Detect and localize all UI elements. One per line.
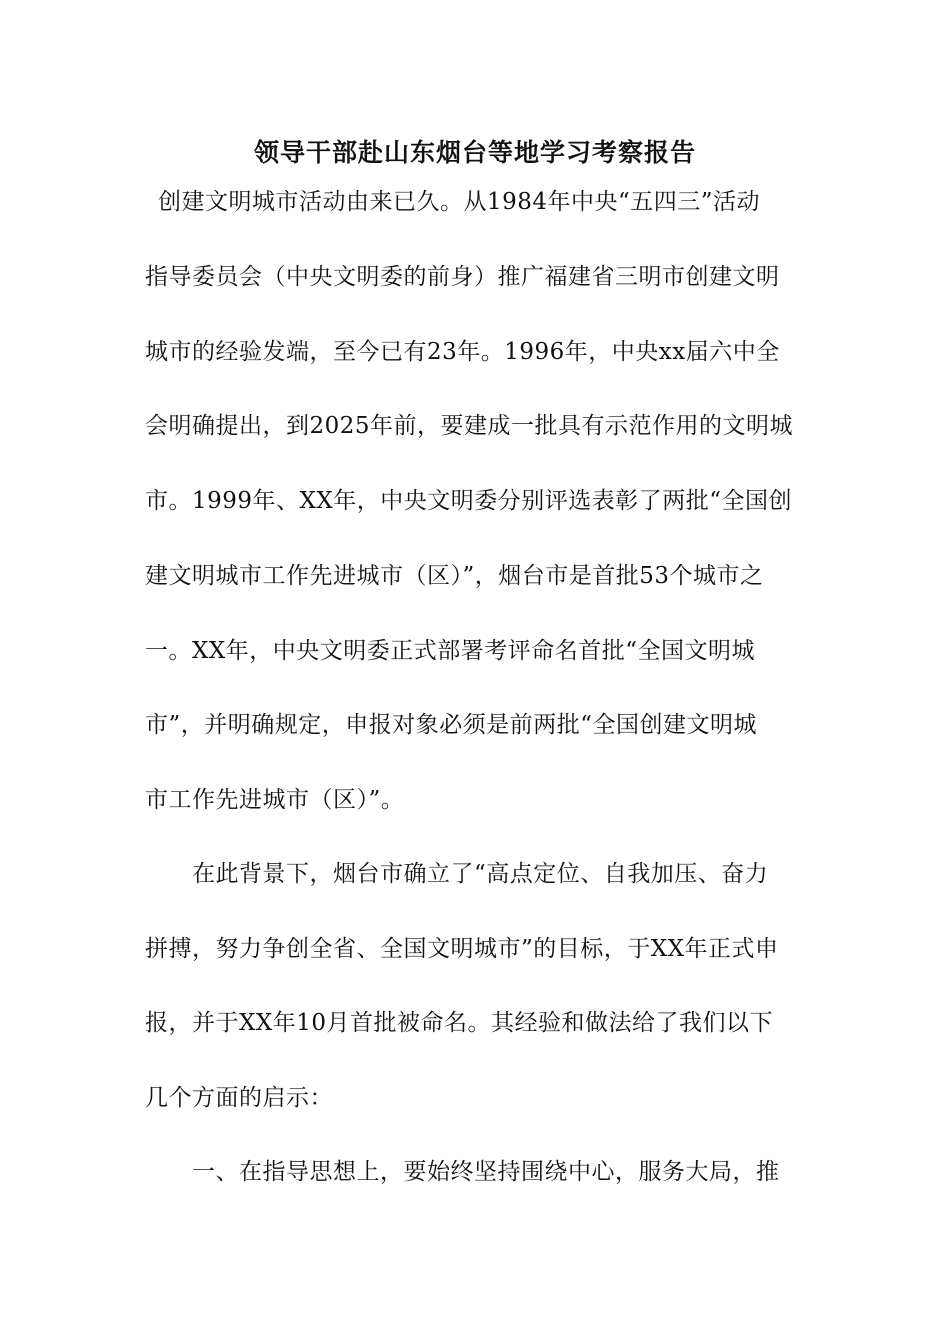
- text-line: 城市的经验发端，至今已有23年。1996年，中央xx届六中全: [145, 339, 780, 365]
- text-line: 一。XX年，中央文明委正式部署考评命名首批“全国文明城: [145, 638, 756, 664]
- text-line: 会明确提出，到2025年前，要建成一批具有示范作用的文明城: [145, 413, 794, 439]
- text-line: 拼搏，努力争创全省、全国文明城市”的目标，于XX年正式申: [145, 936, 779, 962]
- text-line: 报，并于XX年10月首批被命名。其经验和做法给了我们以下: [145, 1010, 774, 1036]
- text-line: 指导委员会（中央文明委的前身）推广福建省三明市创建文明: [145, 264, 780, 290]
- text-line: 创建文明城市活动由来已久。从1984年中央“五四三”活动: [158, 189, 761, 215]
- text-line: 市”，并明确规定，申报对象必须是前两批“全国创建文明城: [145, 712, 758, 738]
- text-line: 一、在指导思想上，要始终坚持围绕中心，服务大局，推: [192, 1159, 780, 1185]
- text-line: 建文明城市工作先进城市（区）”，烟台市是首批53个城市之: [145, 563, 764, 589]
- text-line: 市工作先进城市（区）”。: [145, 787, 405, 813]
- text-line: 在此背景下，烟台市确立了“高点定位、自我加压、奋力: [192, 861, 769, 887]
- text-line: 几个方面的启示：: [145, 1085, 333, 1111]
- document-title: 领导干部赴山东烟台等地学习考察报告: [253, 138, 696, 167]
- text-line: 市。1999年、XX年，中央文明委分别评选表彰了两批“全国创: [145, 488, 793, 514]
